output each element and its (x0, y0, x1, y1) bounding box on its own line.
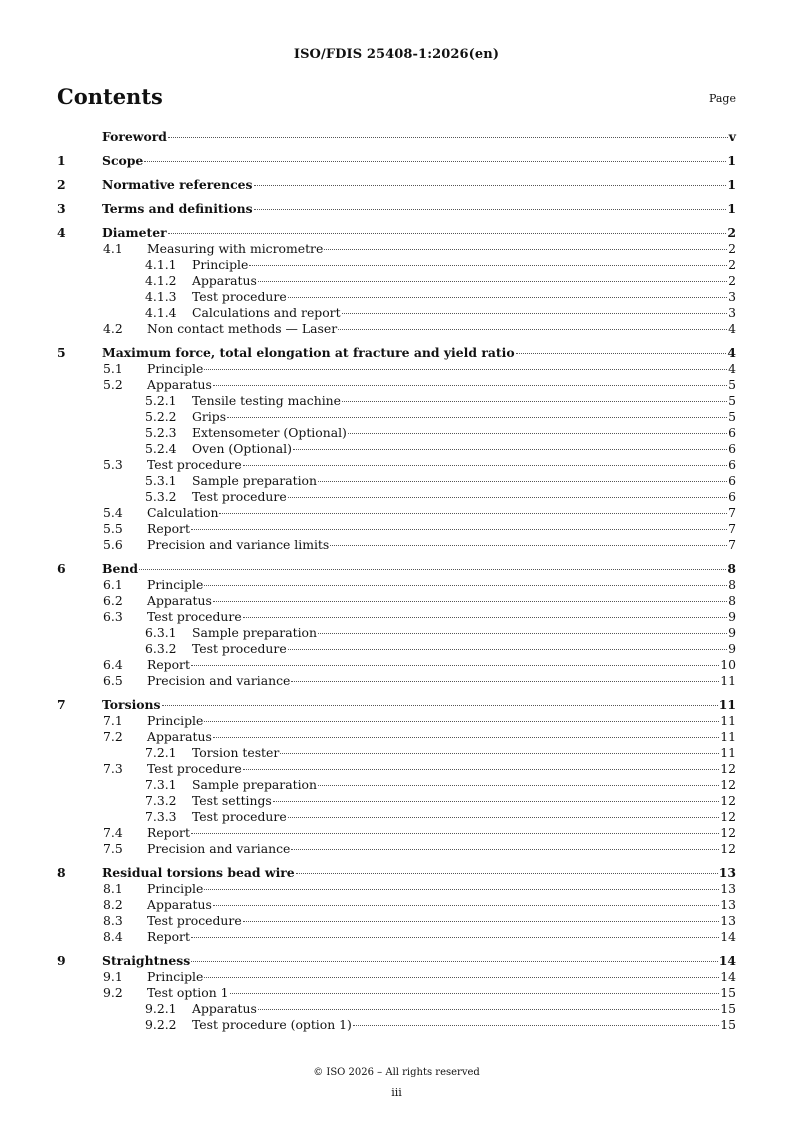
toc-entry-page: 1 (727, 153, 736, 168)
toc-entry-title: Calculations and report (192, 305, 341, 320)
toc-entry-page: 11 (720, 673, 736, 688)
toc-entry-page: 7 (728, 537, 736, 552)
toc-entry-title: Report (147, 825, 190, 840)
toc-entry-number: 6 (57, 561, 66, 576)
dot-leader (243, 465, 727, 466)
toc-entry[interactable] (57, 361, 736, 377)
toc-entry[interactable] (57, 273, 736, 289)
toc-entry-title: Measuring with micrometre (147, 241, 324, 256)
dot-leader (219, 513, 727, 514)
toc-entry-number: 7.1 (103, 713, 123, 728)
toc-entry[interactable] (57, 241, 736, 257)
toc-entry-number: 6.5 (103, 673, 123, 688)
dot-leader (213, 385, 727, 386)
toc-entry-page: 2 (728, 257, 736, 272)
toc-entry-title: Test settings (192, 793, 272, 808)
toc-entry-number: 7.3.3 (145, 809, 177, 824)
toc-entry-page: 11 (718, 697, 736, 712)
toc-entry[interactable] (57, 257, 736, 273)
dot-leader (162, 705, 718, 706)
toc-entry-number: 8.2 (103, 897, 123, 912)
document-header: ISO/FDIS 25408-1:2026(en) (293, 47, 500, 62)
toc-entry[interactable] (57, 345, 736, 361)
toc-entry-title: Torsions (102, 697, 161, 712)
toc-entry-number: 5.2.4 (145, 441, 177, 456)
toc-entry-title: Grips (192, 409, 227, 424)
toc-entry-title: Principle (147, 969, 204, 984)
toc-entry[interactable] (57, 473, 736, 489)
toc-entry-number: 7.4 (103, 825, 123, 840)
toc-entry-title: Extensometer (Optional) (192, 425, 347, 440)
toc-entry-title: Test procedure (147, 609, 242, 624)
toc-entry[interactable] (57, 953, 736, 969)
toc-entry-number: 9.2.1 (145, 1001, 177, 1016)
toc-entry-title: Principle (147, 713, 204, 728)
toc-entry[interactable] (57, 881, 736, 897)
toc-entry-page: 13 (720, 913, 736, 928)
toc-entry-number: 4.1.1 (145, 257, 177, 272)
toc-entry-page: 8 (728, 593, 736, 608)
toc-entry[interactable] (57, 841, 736, 857)
toc-entry-title: Test procedure (192, 489, 287, 504)
toc-entry-number: 8 (57, 865, 66, 880)
toc-entry[interactable] (57, 593, 736, 609)
dot-leader (330, 545, 727, 546)
toc-entry-number: 4.1.4 (145, 305, 177, 320)
dot-leader (213, 905, 719, 906)
dot-leader (318, 481, 727, 482)
toc-entry-page: 8 (727, 561, 736, 576)
dot-leader (144, 161, 726, 162)
toc-entry-number: 5 (57, 345, 66, 360)
page-column-label: Page (708, 92, 736, 105)
toc-entry[interactable] (57, 913, 736, 929)
toc-entry[interactable] (57, 793, 736, 809)
toc-entry-number: 3 (57, 201, 66, 216)
toc-entry-number: 1 (57, 153, 66, 168)
toc-entry-number: 6.3.2 (145, 641, 177, 656)
dot-leader (258, 281, 727, 282)
toc-entry-page: 4 (728, 321, 736, 336)
dot-leader (288, 297, 727, 298)
toc-entry-title: Test procedure (192, 641, 287, 656)
dot-leader (213, 601, 727, 602)
toc-entry-title: Report (147, 657, 190, 672)
toc-entry-title: Tensile testing machine (192, 393, 341, 408)
toc-entry-number: 7.2 (103, 729, 123, 744)
toc-entry-page: 6 (728, 425, 736, 440)
toc-entry-page: 12 (720, 825, 736, 840)
toc-entry-number: 4.1.2 (145, 273, 177, 288)
dot-leader (243, 617, 727, 618)
toc-entry-title: Test procedure (192, 809, 287, 824)
dot-leader (191, 937, 719, 938)
dot-leader (254, 185, 727, 186)
toc-entry-page: 13 (720, 881, 736, 896)
toc-entry-number: 2 (57, 177, 66, 192)
toc-entry-title: Bend (102, 561, 139, 576)
toc-entry-page: v (728, 129, 736, 144)
dot-leader (243, 921, 720, 922)
toc-entry[interactable] (57, 577, 736, 593)
toc-entry[interactable] (57, 745, 736, 761)
toc-entry-title: Maximum force, total elongation at fracture and yield ratio (102, 345, 515, 360)
dot-leader (204, 585, 727, 586)
toc-entry-title: Precision and variance (147, 673, 291, 688)
toc-entry-number: 8.1 (103, 881, 123, 896)
toc-entry[interactable] (57, 129, 736, 145)
toc-entry[interactable] (57, 985, 736, 1001)
toc-entry[interactable] (57, 321, 736, 337)
toc-entry-number: 5.2.1 (145, 393, 177, 408)
toc-entry-page: 14 (718, 953, 736, 968)
toc-entry[interactable] (57, 521, 736, 537)
toc-entry[interactable] (57, 929, 736, 945)
toc-entry-page: 12 (720, 793, 736, 808)
toc-entry-page: 3 (728, 305, 736, 320)
dot-leader (296, 873, 718, 874)
toc-entry-title: Principle (147, 881, 204, 896)
toc-entry-title: Test procedure (option 1) (192, 1017, 352, 1032)
toc-entry[interactable] (57, 673, 736, 689)
toc-entry[interactable] (57, 377, 736, 393)
toc-entry[interactable] (57, 425, 736, 441)
toc-entry-title: Sample preparation (192, 473, 317, 488)
dot-leader (230, 993, 720, 994)
dot-leader (139, 569, 726, 570)
dot-leader (254, 209, 727, 210)
toc-entry-page: 2 (728, 241, 736, 256)
toc-entry-number: 4.1.3 (145, 289, 177, 304)
toc-entry-title: Apparatus (147, 593, 212, 608)
toc-entry-title: Calculation (147, 505, 219, 520)
dot-leader (243, 769, 720, 770)
toc-entry-number: 5.2 (103, 377, 123, 392)
toc-entry[interactable] (57, 609, 736, 625)
toc-entry-title: Test procedure (147, 761, 242, 776)
dot-leader (338, 329, 727, 330)
toc-entry-number: 7.3.2 (145, 793, 177, 808)
toc-entry-page: 7 (728, 505, 736, 520)
toc-entry-title: Terms and definitions (102, 201, 253, 216)
toc-entry[interactable] (57, 969, 736, 985)
toc-entry-page: 6 (728, 473, 736, 488)
dot-leader (288, 817, 720, 818)
toc-entry-page: 15 (720, 1001, 736, 1016)
toc-entry-page: 8 (728, 577, 736, 592)
toc-entry[interactable] (57, 625, 736, 641)
toc-entry-page: 11 (720, 713, 736, 728)
toc-entry-number: 6.3.1 (145, 625, 177, 640)
toc-entry[interactable] (57, 761, 736, 777)
toc-entry-number: 8.4 (103, 929, 123, 944)
toc-entry[interactable] (57, 825, 736, 841)
toc-entry-title: Non contact methods — Laser (147, 321, 338, 336)
toc-entry-number: 7.3.1 (145, 777, 177, 792)
toc-entry-title: Straightness (102, 953, 191, 968)
dot-leader (191, 529, 727, 530)
dot-leader (258, 1009, 719, 1010)
toc-entry-page: 12 (720, 841, 736, 856)
toc-entry[interactable] (57, 777, 736, 793)
toc-entry[interactable] (57, 393, 736, 409)
toc-entry-title: Sample preparation (192, 777, 317, 792)
toc-entry[interactable] (57, 489, 736, 505)
toc-entry-number: 9.2.2 (145, 1017, 177, 1032)
toc-entry[interactable] (57, 537, 736, 553)
toc-entry-title: Torsion tester (192, 745, 280, 760)
dot-leader (280, 753, 719, 754)
toc-entry[interactable] (57, 657, 736, 673)
toc-entry-title: Precision and variance limits (147, 537, 330, 552)
toc-entry-title: Diameter (102, 225, 167, 240)
dot-leader (191, 833, 719, 834)
toc-entry-title: Principle (147, 361, 204, 376)
toc-entry-number: 4.2 (103, 321, 123, 336)
toc-entry[interactable] (57, 153, 736, 169)
toc-entry-page: 10 (720, 657, 736, 672)
toc-entry[interactable] (57, 641, 736, 657)
toc-entry-page: 13 (720, 897, 736, 912)
toc-entry-number: 6.4 (103, 657, 123, 672)
toc-entry-number: 5.3 (103, 457, 123, 472)
toc-entry[interactable] (57, 1017, 736, 1033)
toc-entry[interactable] (57, 697, 736, 713)
toc-entry-number: 7.2.1 (145, 745, 177, 760)
dot-leader (227, 417, 727, 418)
toc-entry[interactable] (57, 897, 736, 913)
dot-leader (348, 433, 727, 434)
dot-leader (318, 785, 719, 786)
toc-entry-number: 5.3.1 (145, 473, 177, 488)
toc-entry-title: Scope (102, 153, 144, 168)
toc-entry[interactable] (57, 1001, 736, 1017)
dot-leader (273, 801, 719, 802)
dot-leader (324, 249, 727, 250)
toc-entry-page: 6 (728, 489, 736, 504)
toc-entry[interactable] (57, 505, 736, 521)
toc-entry-number: 9.1 (103, 969, 123, 984)
toc-entry-title: Apparatus (147, 897, 212, 912)
dot-leader (204, 977, 719, 978)
toc-entry-page: 6 (728, 457, 736, 472)
toc-entry-page: 1 (727, 177, 736, 192)
dot-leader (293, 449, 727, 450)
toc-entry-number: 5.5 (103, 521, 123, 536)
toc-entry-page: 4 (728, 361, 736, 376)
toc-entry[interactable] (57, 305, 736, 321)
toc-entry-title: Apparatus (147, 377, 212, 392)
dot-leader (191, 961, 718, 962)
toc-entry-page: 2 (727, 225, 736, 240)
dot-leader (342, 401, 727, 402)
toc-entry-number: 9.2 (103, 985, 123, 1000)
footer-page-number: iii (391, 1086, 402, 1099)
toc-entry-number: 7 (57, 697, 66, 712)
toc-entry[interactable] (57, 441, 736, 457)
toc-entry-page: 1 (727, 201, 736, 216)
toc-entry-page: 15 (720, 1017, 736, 1032)
toc-entry[interactable] (57, 865, 736, 881)
toc-entry-title: Report (147, 521, 190, 536)
toc-entry-number: 4.1 (103, 241, 123, 256)
toc-entry-page: 11 (720, 729, 736, 744)
toc-entry-number: 5.3.2 (145, 489, 177, 504)
table-of-contents (57, 129, 736, 1033)
toc-entry[interactable] (57, 729, 736, 745)
toc-entry-title: Normative references (102, 177, 253, 192)
toc-entry-title: Precision and variance (147, 841, 291, 856)
dot-leader (168, 137, 728, 138)
toc-entry-number: 5.4 (103, 505, 123, 520)
toc-entry-title: Foreword (102, 129, 167, 144)
toc-entry-page: 5 (728, 409, 736, 424)
toc-entry-page: 9 (728, 625, 736, 640)
dot-leader (288, 497, 727, 498)
toc-entry-title: Apparatus (192, 273, 257, 288)
toc-entry-title: Report (147, 929, 190, 944)
toc-entry-page: 14 (720, 969, 736, 984)
toc-entry-title: Test procedure (147, 457, 242, 472)
dot-leader (249, 265, 727, 266)
dot-leader (291, 849, 719, 850)
toc-entry-number: 6.1 (103, 577, 123, 592)
toc-entry-title: Sample preparation (192, 625, 317, 640)
toc-entry-title: Principle (147, 577, 204, 592)
toc-entry-number: 6.3 (103, 609, 123, 624)
dot-leader (353, 1025, 719, 1026)
toc-entry[interactable] (57, 177, 736, 193)
toc-entry-page: 15 (720, 985, 736, 1000)
toc-entry-number: 8.3 (103, 913, 123, 928)
dot-leader (291, 681, 719, 682)
dot-leader (191, 665, 719, 666)
copyright-footer: © ISO 2026 – All rights reserved (313, 1067, 480, 1078)
toc-entry-number: 5.2.2 (145, 409, 177, 424)
dot-leader (213, 737, 719, 738)
toc-entry-title: Residual torsions bead wire (102, 865, 295, 880)
dot-leader (204, 369, 727, 370)
toc-entry-page: 14 (720, 929, 736, 944)
toc-entry-number: 5.2.3 (145, 425, 177, 440)
toc-entry-page: 12 (720, 777, 736, 792)
toc-entry-number: 7.3 (103, 761, 123, 776)
toc-entry-title: Apparatus (147, 729, 212, 744)
toc-entry[interactable] (57, 457, 736, 473)
toc-entry-page: 9 (728, 641, 736, 656)
toc-entry-number: 5.6 (103, 537, 123, 552)
dot-leader (204, 721, 719, 722)
dot-leader (168, 233, 727, 234)
dot-leader (516, 353, 727, 354)
dot-leader (318, 633, 727, 634)
toc-entry-number: 9 (57, 953, 66, 968)
dot-leader (204, 889, 719, 890)
toc-entry-page: 12 (720, 809, 736, 824)
page-title: Contents (57, 84, 163, 109)
toc-entry-page: 11 (720, 745, 736, 760)
toc-entry[interactable] (57, 225, 736, 241)
toc-entry[interactable] (57, 809, 736, 825)
toc-entry-title: Oven (Optional) (192, 441, 292, 456)
toc-entry-title: Apparatus (192, 1001, 257, 1016)
toc-entry-number: 4 (57, 225, 66, 240)
dot-leader (342, 313, 728, 314)
toc-entry-page: 13 (718, 865, 736, 880)
toc-entry-page: 5 (728, 377, 736, 392)
toc-entry-title: Principle (192, 257, 249, 272)
toc-entry-title: Test option 1 (147, 985, 229, 1000)
toc-entry-page: 6 (728, 441, 736, 456)
toc-entry-page: 4 (727, 345, 736, 360)
toc-entry-number: 6.2 (103, 593, 123, 608)
toc-entry-title: Test procedure (192, 289, 287, 304)
toc-entry[interactable] (57, 201, 736, 217)
toc-entry[interactable] (57, 713, 736, 729)
toc-entry-page: 7 (728, 521, 736, 536)
toc-entry[interactable] (57, 561, 736, 577)
toc-entry-page: 2 (728, 273, 736, 288)
toc-entry-page: 3 (728, 289, 736, 304)
toc-entry-page: 5 (728, 393, 736, 408)
dot-leader (288, 649, 727, 650)
toc-entry-page: 12 (720, 761, 736, 776)
toc-entry-page: 9 (728, 609, 736, 624)
toc-entry-title: Test procedure (147, 913, 242, 928)
toc-entry[interactable] (57, 409, 736, 425)
toc-entry-number: 5.1 (103, 361, 123, 376)
toc-entry-number: 7.5 (103, 841, 123, 856)
toc-entry[interactable] (57, 289, 736, 305)
